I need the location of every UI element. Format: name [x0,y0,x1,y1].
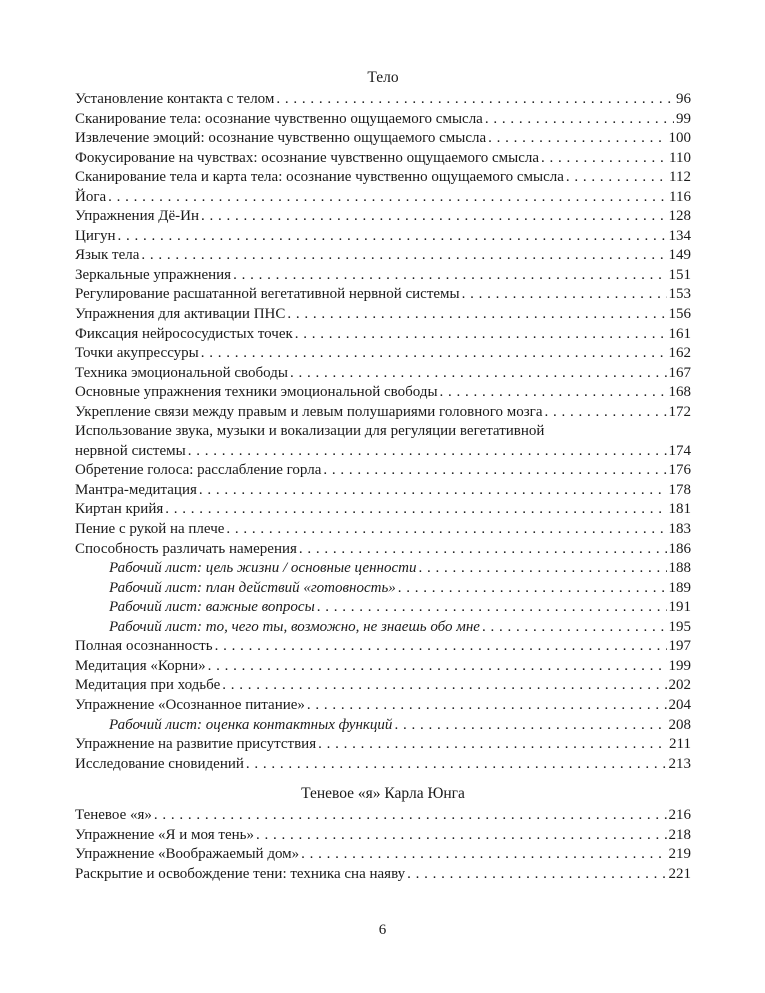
toc-entry[interactable] [75,755,691,775]
toc-entry-title: Извлечение эмоций: осознание чувственно ощущаемого смысла [75,130,487,147]
toc-page-number: 116 [669,188,691,205]
toc-page-number: 221 [668,865,691,882]
toc-entry[interactable] [75,500,691,520]
toc-page-number: 213 [668,755,691,772]
page-number: 6 [378,922,387,938]
dot-leader [485,110,674,130]
toc-entry-title: Рабочий лист: то, чего ты, возможно, не знаешь обо мне [109,618,480,635]
dot-leader [233,266,666,286]
toc-entry[interactable] [75,129,691,149]
toc-entry[interactable] [75,403,691,423]
dot-leader [544,403,666,423]
toc-page-number: 134 [668,227,691,244]
toc-entry[interactable] [75,696,691,716]
toc-entry-title: Исследование сновидений [75,755,244,772]
toc-page-number: 202 [668,677,691,694]
toc-entry[interactable] [75,227,691,247]
toc-entry[interactable] [75,735,691,755]
dot-leader [226,520,666,540]
toc-page-number: 153 [668,286,691,303]
toc-page-number: 156 [668,306,691,323]
dot-leader [188,442,667,462]
toc-page-number: 204 [668,696,691,713]
toc-entry-title: Теневое «я» [75,807,152,824]
toc-page-number: 186 [668,540,691,557]
dot-leader [290,364,667,384]
toc-subentry[interactable] [75,579,691,599]
toc-entry-title: Киртан крийя [75,501,164,518]
dot-leader [299,540,667,560]
dot-leader [118,227,667,247]
toc-page-number: 219 [668,846,691,863]
toc-entry[interactable] [75,865,691,885]
toc-subentry[interactable] [75,618,691,638]
toc-list-body [75,90,691,774]
toc-entry-title: Упражнение на развитие присутствия [75,736,317,753]
dot-leader [199,481,667,501]
toc-page-number: 100 [668,130,691,147]
toc-page-number: 167 [668,364,691,381]
dot-leader [541,149,667,169]
toc-page-number: 208 [668,716,691,733]
toc-page-number: 197 [668,638,691,655]
dot-leader [215,637,667,657]
toc-entry-title: Установление контакта с телом [75,91,275,107]
toc-entry[interactable] [75,188,691,208]
toc-entry-title: Упражнение «Осознанное питание» [75,696,305,713]
toc-entry-title: Мантра-медитация [75,481,197,498]
dot-leader [394,716,666,736]
toc-entry-title: Фокусирование на чувствах: осознание чувственно ощущаемого смысла [75,149,540,166]
toc-list-shadow [75,806,691,884]
dot-leader [440,383,667,403]
toc-entry-title: Рабочий лист: план действий «готовность» [109,579,396,596]
toc-entry-title: Йога [75,188,107,205]
toc-entry[interactable] [75,149,691,169]
toc-entry-title: Использование звука, музыки и вокализации для регуляции вегетативной [75,423,545,440]
toc-entry-title: Пение с рукой на плече [75,521,225,538]
toc-page-number: 181 [668,501,691,518]
toc-entry-title: Цигун [75,227,116,244]
toc-entry-title: Медитация при ходьбе [75,677,221,694]
toc-entry[interactable] [75,637,691,657]
toc-entry-title: Точки акупрессуры [75,345,199,362]
dot-leader [165,500,666,520]
toc-page-number: 162 [668,345,691,362]
toc-entry-title: Раскрытие и освобождение тени: техника сна наяву [75,865,406,882]
toc-entry-title: Упражнение «Я и моя тень» [75,826,254,843]
toc-entry-title: Обретение голоса: расслабление горла [75,462,322,479]
toc-entry-title: Упражнение «Воображаемый дом» [75,846,300,863]
dot-leader [301,845,666,865]
dot-leader [418,559,666,579]
toc-entry[interactable] [75,325,691,345]
toc-entry-title: Фиксация нейрососудистых точек [75,325,293,342]
dot-leader [276,90,674,110]
toc-page-number: 183 [668,521,691,538]
dot-leader [256,826,667,846]
toc-entry[interactable] [75,285,691,305]
toc-entry-title: Медитация «Корни» [75,657,206,674]
dot-leader [108,188,667,208]
toc-page-number: 178 [668,481,691,498]
toc-subentry[interactable] [75,716,691,736]
dot-leader [317,598,667,618]
toc-entry[interactable] [75,305,691,325]
toc-entry-title: Способность различать намерения [75,540,297,557]
toc-entry[interactable] [75,657,691,677]
toc-entry-title: Основные упражнения техники эмоциональной свободы [75,384,438,401]
dot-leader [201,207,667,227]
toc-entry[interactable] [75,246,691,266]
dot-leader [488,129,666,149]
toc-entry-title: Зеркальные упражнения [75,266,232,283]
dot-leader [222,676,666,696]
toc-page-number: 176 [668,462,691,479]
toc-page-number: 199 [668,657,691,674]
toc-entry[interactable] [75,344,691,364]
dot-leader [246,755,667,775]
dot-leader [307,696,667,716]
section-title-shadow: Теневое «я» Карла Юнга [301,785,465,803]
toc-entry[interactable] [75,676,691,696]
toc-entry[interactable] [75,520,691,540]
toc-entry[interactable] [75,845,691,865]
toc-page-number: 195 [668,618,691,635]
toc-entry-title: Рабочий лист: важные вопросы [109,599,315,616]
dot-leader [482,618,667,638]
toc-page-number: 112 [669,169,691,186]
toc-page-number: 172 [668,403,691,420]
toc-entry-title: Регулирование расшатанной вегетативной нервной системы [75,286,460,303]
toc-page-number: 99 [676,110,691,127]
toc-entry[interactable] [75,461,691,481]
dot-leader [398,579,667,599]
toc-entry-title-continued: нервной системы [75,442,186,459]
dot-leader [287,305,666,325]
dot-leader [154,806,667,826]
toc-page-number: 151 [668,266,691,283]
toc-page-number: 161 [668,325,691,342]
dot-leader [318,735,667,755]
toc-entry-title: Полная осознанность [75,638,213,655]
dot-leader [323,461,666,481]
toc-entry[interactable] [75,383,691,403]
toc-entry[interactable] [75,207,691,227]
toc-page-number: 218 [668,826,691,843]
toc-entry[interactable] [75,422,691,461]
toc-entry-title: Сканирование тела: осознание чувственно ощущаемого смысла [75,110,483,127]
toc-entry-title: Упражнения Дё-Ин [75,208,199,225]
toc-page-number: 211 [669,736,691,753]
toc-entry[interactable] [75,110,691,130]
toc-entry[interactable] [75,481,691,501]
toc-page-number: 96 [676,91,691,107]
toc-entry-title: Рабочий лист: оценка контактных функций [109,716,393,733]
toc-entry-title: Упражнения для активации ПНС [75,306,286,323]
toc-entry[interactable] [75,90,691,110]
toc-page-number: 189 [668,579,691,596]
toc-subentry[interactable] [75,598,691,618]
toc-entry-title: Сканирование тела и карта тела: осознание чувственно ощущаемого смысла [75,169,564,186]
toc-page-number: 216 [668,807,691,824]
dot-leader [566,168,667,188]
toc-entry[interactable] [75,266,691,286]
toc-entry-title: Укрепление связи между правым и левым полушариями головного мозга [75,403,543,420]
toc-page-number: 128 [668,208,691,225]
dot-leader [201,344,667,364]
toc-entry[interactable] [75,364,691,384]
dot-leader [462,285,667,305]
toc-entry-title: Рабочий лист: цель жизни / основные ценности [109,560,417,577]
dot-leader [295,325,667,345]
table-of-contents [75,68,691,884]
toc-entry[interactable] [75,826,691,846]
section-title-body: Тело [367,69,399,86]
toc-page-number: 188 [668,560,691,577]
toc-entry[interactable] [75,540,691,560]
toc-entry-title: Техника эмоциональной свободы [75,364,288,381]
toc-page-number: 168 [668,384,691,401]
dot-leader [141,246,666,266]
toc-page-number: 149 [668,247,691,264]
toc-page-number: 110 [669,149,691,166]
toc-entry[interactable] [75,806,691,826]
toc-entry-title: Язык тела [75,247,140,264]
toc-page-number: 191 [668,599,691,616]
dot-leader [208,657,667,677]
toc-entry-line2 [75,442,691,462]
toc-entry[interactable] [75,168,691,188]
toc-page-number: 174 [668,442,691,459]
dot-leader [407,865,666,885]
toc-subentry[interactable] [75,559,691,579]
